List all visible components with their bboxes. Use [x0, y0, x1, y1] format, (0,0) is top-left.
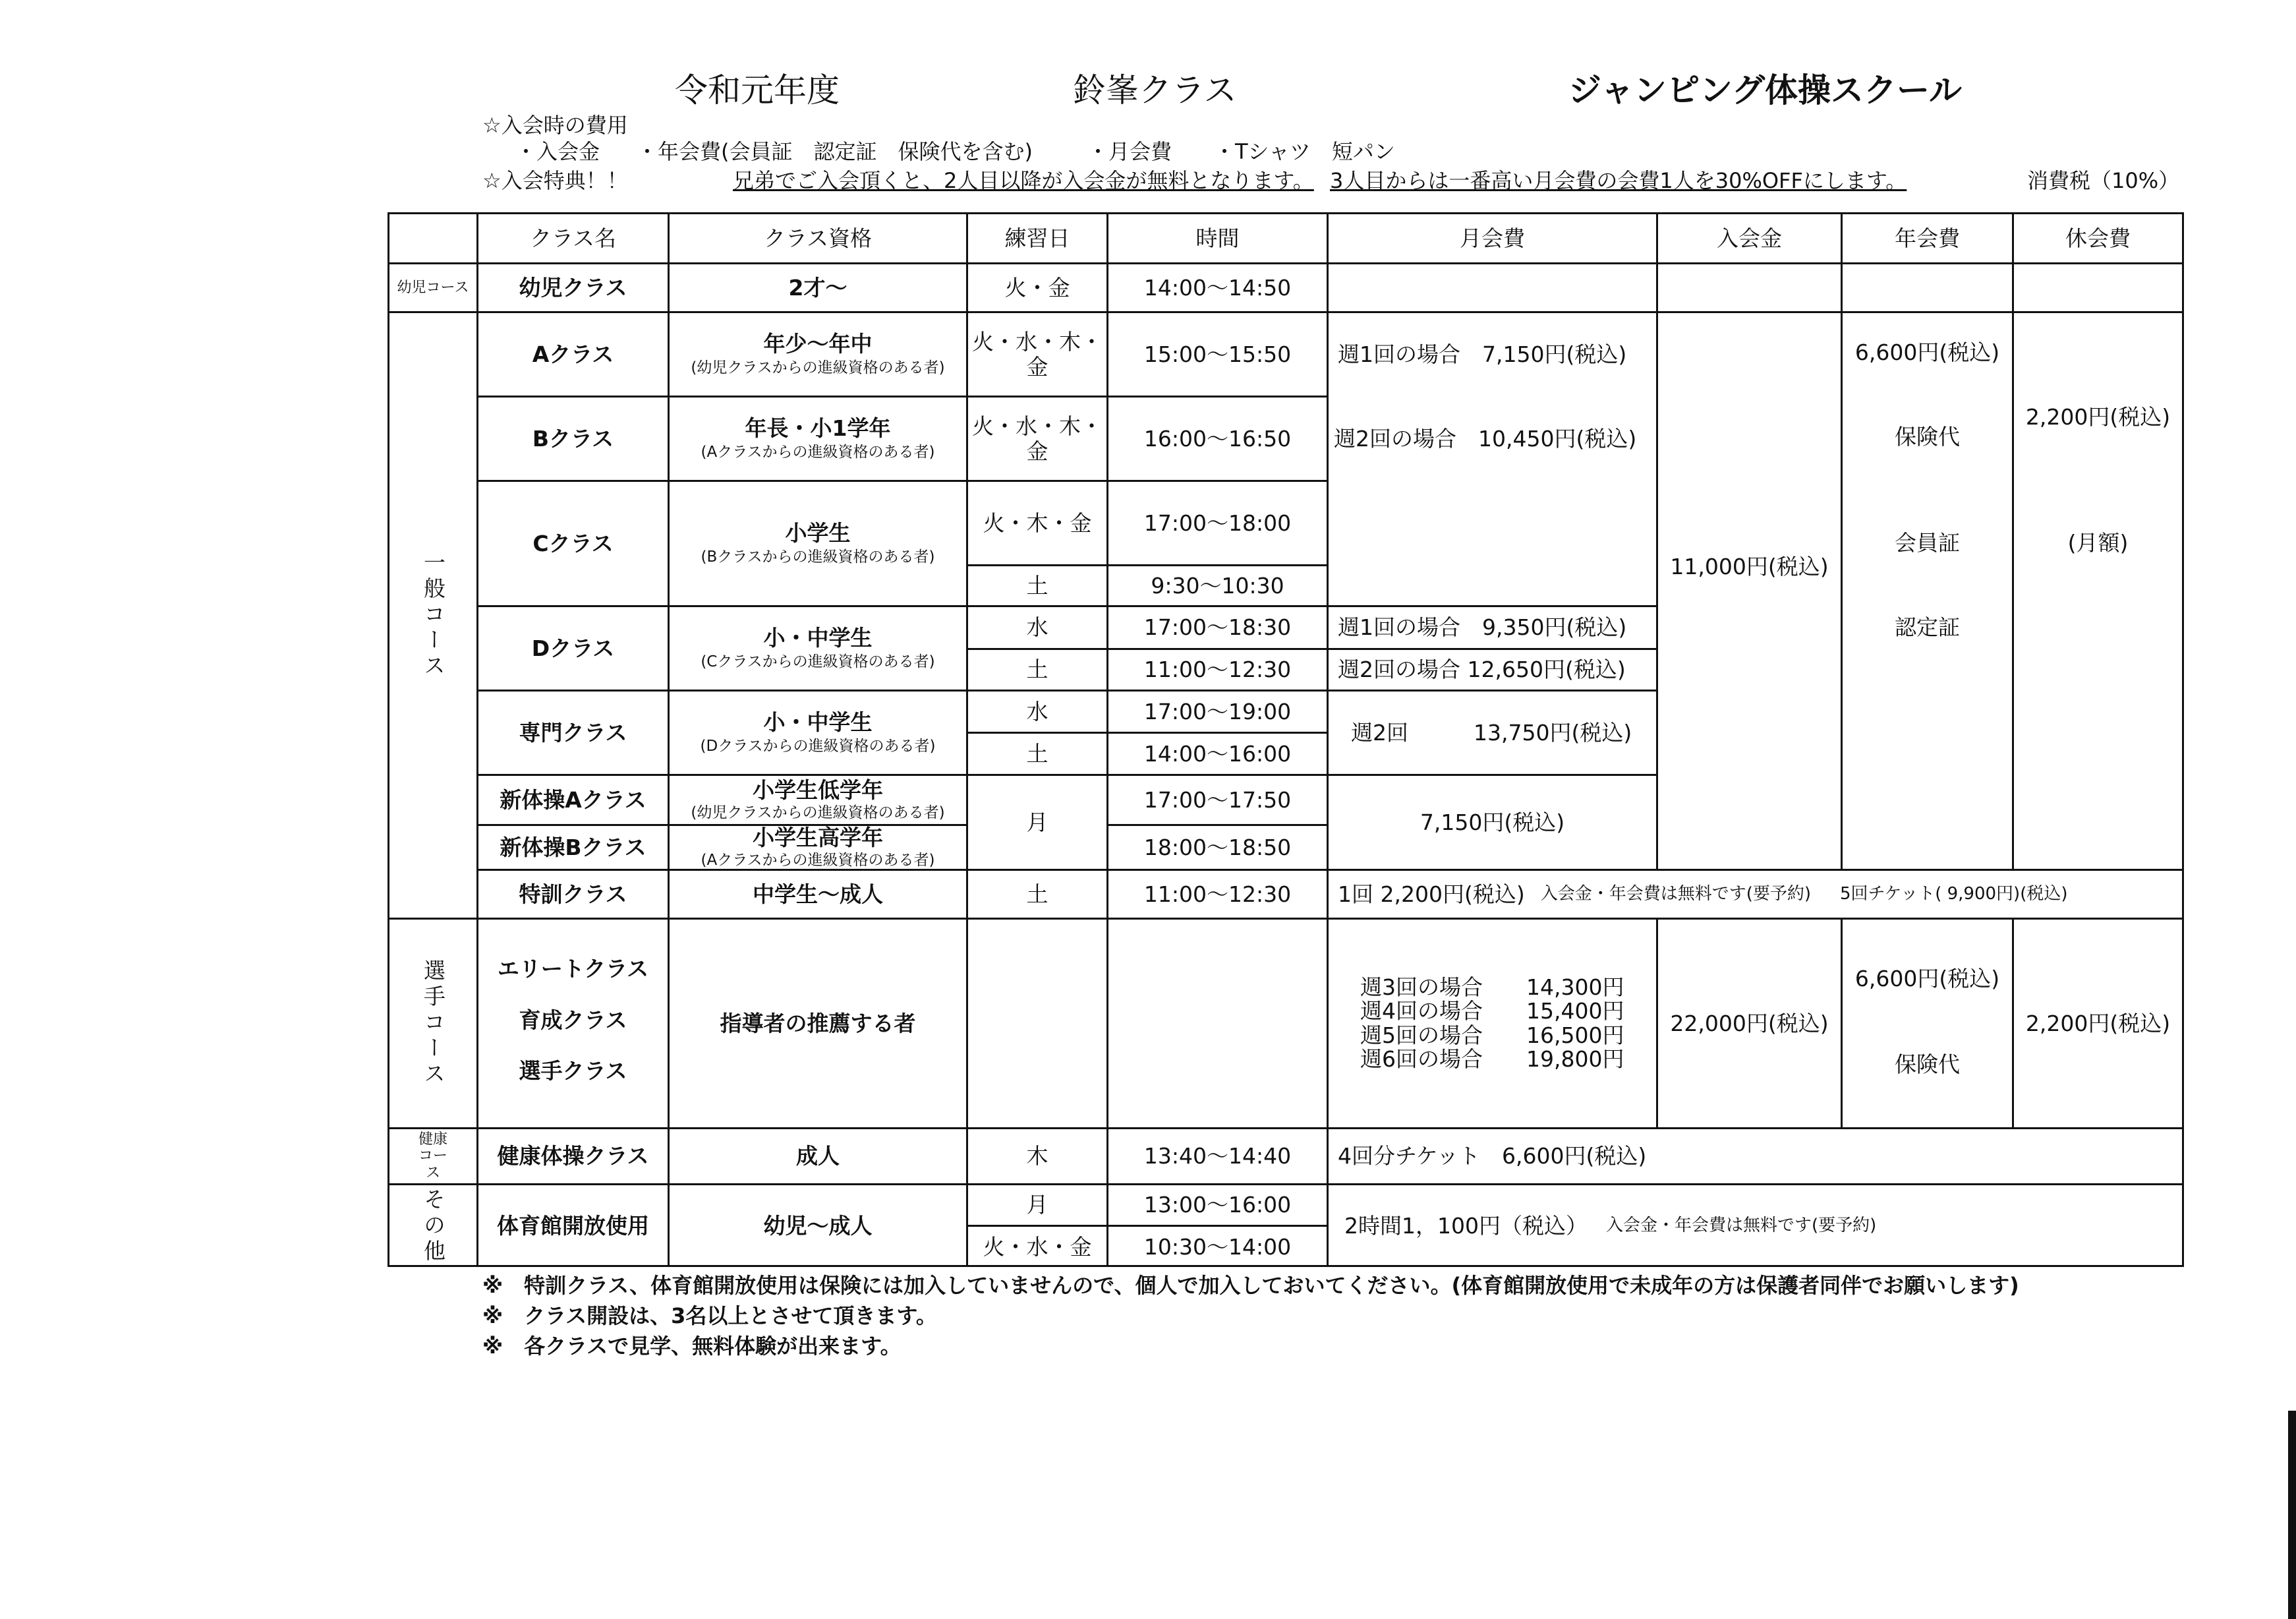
- rest-fee-athlete: 2,200円(税込): [2025, 1010, 2171, 1036]
- time-gym-2: 10:30～14:00: [1143, 1233, 1292, 1260]
- col-entry-fee: 入会金: [1717, 225, 1782, 251]
- days-tokkun: 土: [1026, 881, 1048, 907]
- qual-d: 小・中学生 (Cクラスからの進級資格のある者): [701, 625, 935, 671]
- qual-c: 小学生 (Bクラスからの進級資格のある者): [701, 520, 935, 566]
- fee-tokkun: 1回 2,200円(税込) 入会金・年会費は無料です(要予約) 5回チケット( 9,900円)(税込): [1338, 881, 2068, 907]
- days-gym-2: 火・水・金: [983, 1233, 1092, 1260]
- fee-athlete: 週3回の場合 14,300円 週4回の場合 15,400円 週5回の場合 16,500円 週6回の場合 19,800円: [1360, 974, 1624, 1072]
- fee-senmon: 週2回 13,750円(税込): [1351, 719, 1632, 746]
- scan-edge-mark: [2288, 1411, 2296, 1619]
- course-health: 健康コース: [418, 1131, 447, 1181]
- fee-weekly-2: 週2回の場合 10,450円(税込): [1334, 425, 1637, 452]
- class-health: 健康体操クラス: [497, 1143, 649, 1169]
- qual-athlete: 指導者の推薦する者: [720, 1010, 916, 1036]
- time-gym-1: 13:00～16:00: [1143, 1192, 1292, 1218]
- col-days: 練習日: [1004, 225, 1070, 251]
- col-qualification: クラス資格: [763, 225, 872, 251]
- annual-insurance-athlete: 保険代: [1895, 1051, 1960, 1078]
- days-senmon-2: 土: [1026, 740, 1048, 767]
- class-gym: 体育館開放使用: [497, 1213, 649, 1239]
- fee-item-annual: ・年会費(会員証 認定証 保険代を含む): [637, 139, 1033, 164]
- col-rest-fee: 休会費: [2065, 225, 2131, 251]
- benefit-third: 3人目からは一番高い月会費の会費1人を30%OFFにします。: [1330, 168, 1907, 193]
- class-infant: 幼児クラス: [519, 274, 627, 301]
- course-other: その他: [420, 1187, 446, 1265]
- entry-fee-general: 11,000円(税込): [1670, 553, 1829, 579]
- time-new-a: 17:00～17:50: [1143, 786, 1292, 813]
- fee-new: 7,150円(税込): [1420, 809, 1565, 835]
- qual-infant: 2才～: [788, 274, 847, 301]
- course-general: 一般コース: [420, 551, 446, 680]
- class-elite: エリートクラス: [497, 956, 649, 982]
- days-new: 月: [1026, 809, 1048, 835]
- class-c: Cクラス: [532, 530, 614, 556]
- qual-senmon: 小・中学生 (Dクラスからの進級資格のある者): [700, 709, 936, 755]
- note-trial: ※ 各クラスで見学、無料体験が出来ます。: [482, 1334, 902, 1359]
- time-tokkun: 11:00～12:30: [1143, 881, 1292, 907]
- qual-b: 年長・小1学年 (Aクラスからの進級資格のある者): [701, 415, 935, 461]
- annual-certificate: 認定証: [1895, 614, 1960, 641]
- class-b: Bクラス: [532, 425, 614, 452]
- time-c-1: 17:00～18:00: [1143, 510, 1292, 536]
- note-insurance: ※ 特訓クラス、体育館開放使用は保険には加入していませんので、個人で加入しておいてください。(体育館開放使用で未成年の方は保護者同伴でお願いします): [482, 1273, 2019, 1298]
- time-d-2: 11:00～12:30: [1143, 657, 1292, 683]
- col-annual-fee: 年会費: [1895, 225, 1960, 251]
- rest-fee-monthly: (月額): [2067, 530, 2129, 556]
- class-senshu: 選手クラス: [519, 1058, 627, 1084]
- class-new-b: 新体操Bクラス: [500, 834, 646, 860]
- class-new-a: 新体操Aクラス: [500, 786, 646, 813]
- fee-item-monthly: ・月会費: [1087, 139, 1172, 164]
- year-title: 令和元年度: [675, 71, 840, 109]
- tax-note: 消費税（10%）: [2027, 168, 2180, 193]
- class-ikusei: 育成クラス: [519, 1007, 627, 1034]
- time-senmon-1: 17:00～19:00: [1143, 698, 1292, 724]
- time-new-b: 18:00～18:50: [1143, 834, 1292, 860]
- col-class-name: クラス名: [529, 225, 616, 251]
- days-gym-1: 月: [1026, 1192, 1048, 1218]
- days-c-1: 火・木・金: [983, 510, 1092, 536]
- time-b: 16:00～16:50: [1143, 425, 1292, 452]
- class-a: Aクラス: [532, 341, 614, 367]
- fee-item-uniform: ・Tシャツ 短パン: [1214, 139, 1395, 164]
- fee-health: 4回分チケット 6,600円(税込): [1338, 1143, 1647, 1169]
- rest-fee-general: 2,200円(税込): [2025, 404, 2171, 430]
- time-d-1: 17:00～18:30: [1143, 614, 1292, 641]
- qual-a: 年少～年中 (幼児クラスからの進級資格のある者): [691, 331, 945, 377]
- annual-fee-athlete: 6,600円(税込): [1854, 966, 2000, 992]
- annual-insurance: 保険代: [1895, 424, 1960, 450]
- col-time: 時間: [1195, 225, 1240, 251]
- days-infant: 火・金: [1004, 274, 1070, 301]
- time-infant: 14:00～14:50: [1143, 274, 1292, 301]
- qual-health: 成人: [796, 1143, 840, 1169]
- annual-fee-general: 6,600円(税込): [1854, 339, 2000, 366]
- days-c-2: 土: [1026, 572, 1048, 599]
- time-c-2: 9:30～10:30: [1151, 572, 1284, 599]
- fees-title: ☆入会時の費用: [482, 113, 628, 138]
- fee-d-2: 週2回の場合 12,650円(税込): [1338, 657, 1626, 683]
- qual-tokkun: 中学生～成人: [753, 881, 883, 907]
- class-tokkun: 特訓クラス: [519, 881, 627, 907]
- time-health: 13:40～14:40: [1143, 1143, 1292, 1169]
- col-monthly-fee: 月会費: [1460, 225, 1525, 251]
- fee-weekly-1: 週1回の場合 7,150円(税込): [1338, 341, 1627, 367]
- note-minimum: ※ クラス開設は、3名以上とさせて頂きます。: [482, 1303, 937, 1328]
- course-athlete: 選手コース: [420, 959, 446, 1088]
- days-d-1: 水: [1026, 614, 1048, 641]
- time-senmon-2: 14:00～16:00: [1143, 740, 1292, 767]
- benefit-sibling: 兄弟でご入会頂くと、2人目以降が入会金が無料となります。: [733, 168, 1314, 193]
- annual-member-card: 会員証: [1895, 530, 1960, 556]
- days-b: 火・水・木・金: [972, 413, 1103, 464]
- class-senmon: 専門クラス: [519, 719, 627, 746]
- days-d-2: 土: [1026, 657, 1048, 683]
- days-senmon-1: 水: [1026, 698, 1048, 724]
- entry-fee-athlete: 22,000円(税込): [1670, 1010, 1829, 1036]
- course-infant: 幼児コース: [397, 279, 469, 296]
- days-a: 火・水・木・金: [972, 328, 1103, 380]
- qual-gym: 幼児～成人: [763, 1213, 873, 1239]
- qual-new-b: 小学生高学年 (Aクラスからの進級資格のある者): [701, 825, 935, 869]
- days-health: 木: [1026, 1143, 1048, 1169]
- fee-item-entry: ・入会金: [515, 139, 600, 164]
- fee-d-1: 週1回の場合 9,350円(税込): [1338, 614, 1627, 641]
- qual-new-a: 小学生低学年 (幼児クラスからの進級資格のある者): [691, 777, 945, 822]
- location-title: 鈴峯クラス: [1073, 71, 1237, 109]
- time-a: 15:00～15:50: [1143, 341, 1292, 367]
- fee-gym: 2時間1，100円（税込） 入会金・年会費は無料です(要予約): [1344, 1213, 1877, 1239]
- benefit-title: ☆入会特典！！: [482, 168, 628, 193]
- school-title: ジャンピング体操スクール: [1568, 71, 1962, 109]
- class-d: Dクラス: [531, 635, 615, 661]
